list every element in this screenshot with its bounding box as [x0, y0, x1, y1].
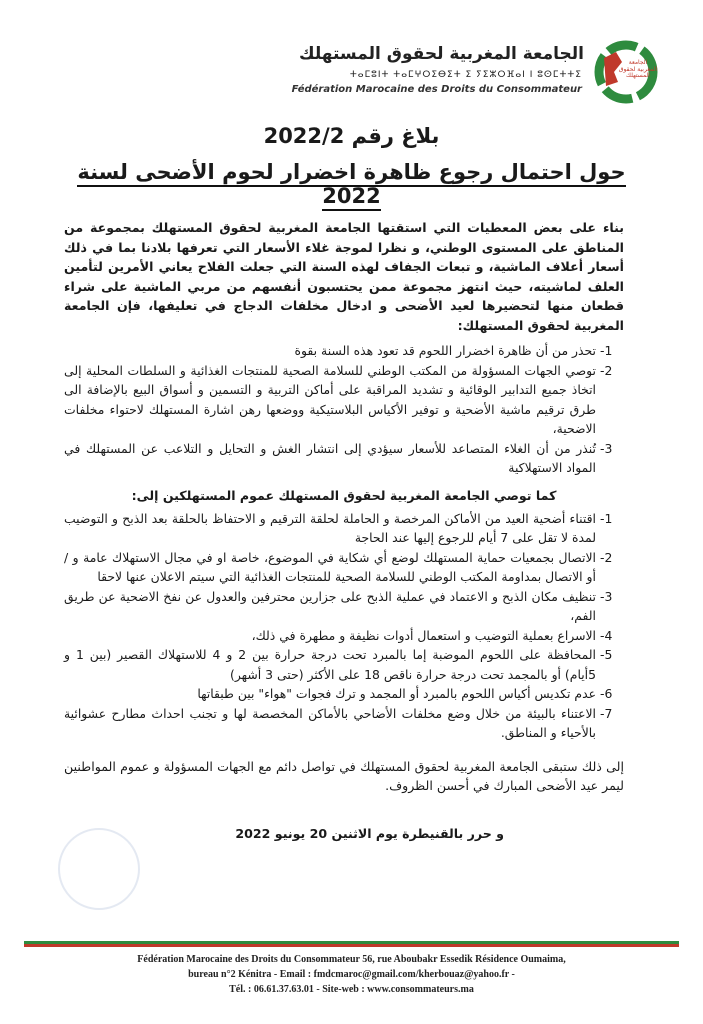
org-name-tifinagh: ⵜⴰⵎⵓⵏⵜ ⵜⴰⵎⵖⵔⵉⴱⵉⵜ ⵉ ⵢⵉⵣⵔⴼⴰⵏ ⵏ ⵓⵙⵎⵜⵜⵉ [349, 70, 582, 80]
footer-address [30, 952, 673, 997]
list-item: -4 الاسراع بعملية التوضيب و استعمال أدوات نظيفة و مطهرة في ذلك، [251, 627, 613, 643]
signature-date: و حرر بالقنيطرة يوم الاثنين 20 يونيو 2022 [235, 825, 504, 841]
letterhead [150, 38, 660, 110]
footer-line: Fédération Marocaine des Droits du Consommateur 56, rue Aboubakr Essedik Résidence Oumaima, [137, 954, 566, 965]
closing-paragraph: إلى ذلك ستبقى الجامعة المغربية لحقوق المستهلك في تواصل دائم مع الجهات المسؤولة و عموم المواطنين ليمر عيد الأضحى المبارك في أحسن الظروف. [64, 758, 624, 793]
communique-reference: بلاغ رقم 2022/2 [263, 124, 440, 148]
intro-paragraph: بناء على بعض المعطيات التي استقتها الجامعة المغربية لحقوق المستهلك بمجموعة من المناطق على المستوى الوطني، و نظرا لموجة غلاء الأسعار التي تعرفها بلادنا بما في ذلك أسعار أعلاف الماشية، و تبعات الجفاف لهذه السنة التي جعلت الفلاح يعاني الأمرين لتأمين العلف لماشيته، حيث انتهز مجموعة ممن يحتسبون أنفسهم من مربي الماشية على شراء قطعان منها لتحضيرها لعيد الأضحى و ادخال مخلفات الدجاج في تعليفها، فإن الجامعة المغربية لحقوق المستهلك: [64, 220, 624, 333]
communique-title [60, 160, 643, 208]
footer-divider [24, 941, 679, 947]
list-item: -2 توصي الجهات المسؤولة من المكتب الوطني للسلامة الصحية للمنتجات الغذائية و السلطات المحلية إلى اتخاذ جميع التدابير الوقائية و تشديد المراقبة على أماكن التربية و التسمين و أسواق البيع بالإضافة الى طرق ترقيم ماشية الأضحية و توفير الأكياس البلاستيكية ووضعها رهن اشارة المستهلك لاحتواء مخلفات الاضحية، [64, 362, 613, 436]
list-item: -7 الاعتناء بالبيئة من خلال وضع مخلفات الأضاحي بالأماكن المخصصة لها و تجنب احداث مطارح عشوائية بالأحياء و المناطق. [64, 705, 613, 740]
faded-stamp-icon [58, 828, 140, 910]
footer-line: Tél. : 06.61.37.63.01 - Site-web : www.consommateurs.ma [229, 984, 474, 995]
recommendations-heading: كما توصي الجامعة المغربية لحقوق المستهلك عموم المستهلكين إلى: [131, 487, 557, 503]
logo-text: الجامعة المغربية لحقوق المستهلك [618, 59, 658, 80]
recommendations-list [64, 509, 624, 743]
red-bar [24, 944, 679, 947]
list-item: -6 عدم تكديس أكياس اللحوم بالمبرد أو المجمد و ترك فجوات "هواء" بين طبقاتها [197, 686, 613, 701]
list-item: -2 الاتصال بجمعيات حماية المستهلك لوضع أي شكاية في الموضوع، خاصة او في مجال الاستهلاك عامة و / أو الاتصال بمداومة المكتب الوطني للسلامة الصحية للمنتجات الغذائية التي سيتم الاعلان عنها لاحقا [64, 549, 613, 584]
list-item: -1 تحذر من أن ظاهرة اخضرار اللحوم قد تعود هذه السنة بقوة [294, 343, 613, 358]
list-item: -3 تنظيف مكان الذبح و الاعتماد في عملية الذبح على جزارين محترفين والعدول عن نفخ الاضحية عن طريق الفم، [64, 588, 613, 623]
title-text: حول احتمال رجوع ظاهرة اخضرار لحوم الأضحى لسنة 2022 [77, 160, 625, 211]
communique-body [64, 218, 624, 841]
list-item: -3 تُنذر من أن الغلاء المتصاعد للأسعار سيؤدي إلى انتشار الغش و التحايل و التلاعب عن المستهلك في المواد الاستهلاكية [64, 440, 613, 475]
org-name-arabic: الجامعة المغربية لحقوق المستهلك [298, 44, 584, 64]
org-name-french: Fédération Marocaine des Droits du Consommateur [291, 84, 582, 95]
warnings-list [64, 341, 624, 478]
footer-line: bureau n°2 Kénitra - Email : fmdcmaroc@gmail.com/kherbouaz@yahoo.fr - [188, 969, 515, 980]
list-item: -5 المحافظة على اللحوم الموضبة إما بالمبرد تحت درجة حرارة بين 2 و 4 للاستهلاك القصير (بين 1 و 5أيام) أو بالمجمد تحت درجة حرارة ناقص 18 على الأكثر (حتى 3 أشهر) [64, 647, 613, 682]
list-item: -1 اقتناء أضحية العيد من الأماكن المرخصة و الحاملة لحلقة الترقيم و الاحتفاظ بالحلقة بعد الذبح و التوضيب لمدة لا تقل على 7 أيام للرجوع إليها عند الحاجة [64, 510, 613, 545]
